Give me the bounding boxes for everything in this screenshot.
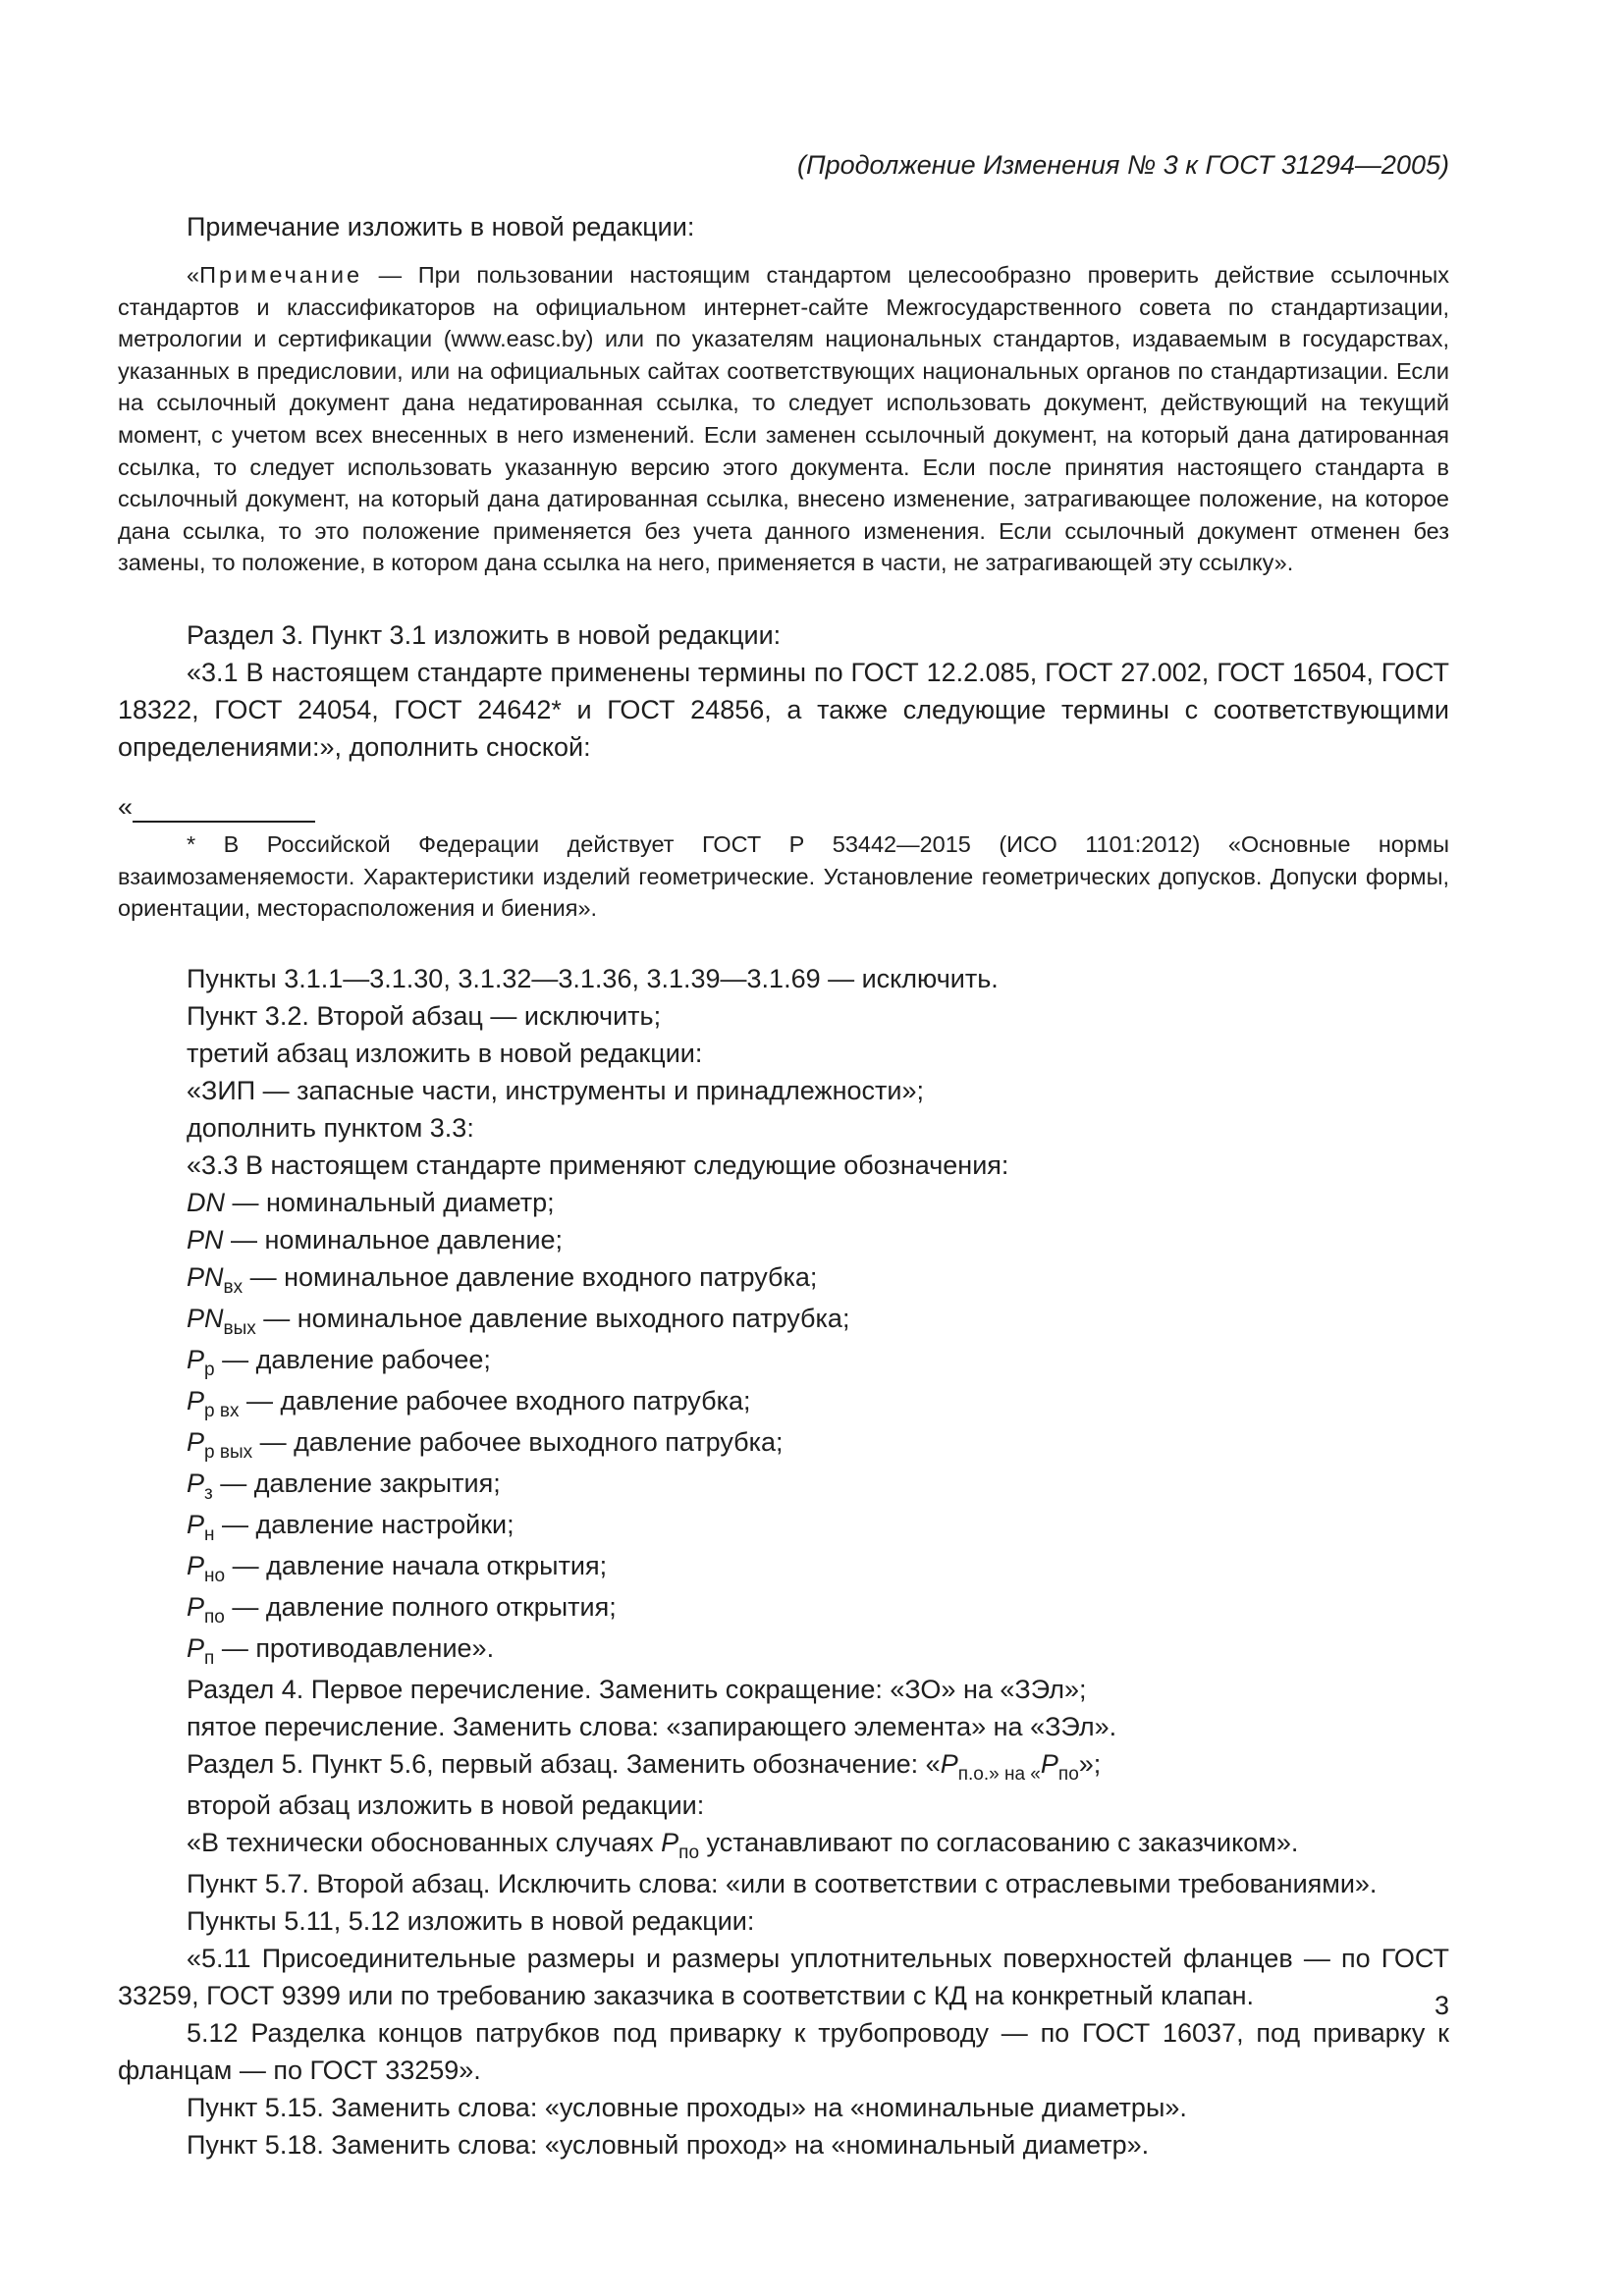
symbol-definition — [118, 1547, 1449, 1588]
symbol: P — [187, 1345, 205, 1374]
section5-second-para: второй абзац изложить в новой редакции: — [187, 1790, 705, 1820]
symbol: P — [187, 1592, 205, 1622]
section5-p56 — [118, 1745, 1449, 1787]
quote-text-a: «В технически обоснованных случаях — [187, 1828, 662, 1857]
symbol-definition — [118, 1258, 1449, 1300]
footnote-rule — [133, 821, 315, 823]
symbol-subscript: но — [204, 1566, 226, 1586]
quote-subscript: по — [678, 1842, 700, 1863]
amendment-line: «ЗИП — запасные части, инструменты и принадлежности»; — [187, 1076, 924, 1105]
amendment-line: Пункт 3.2. Второй абзац — исключить; — [187, 1001, 662, 1031]
symbol-description: — противодавление». — [214, 1633, 495, 1663]
footnote-text: * В Российской Федерации действует ГОСТ Р 53442—2015 (ИСО 1101:2012) «Основные нормы взаимозаменяемости. Характеристики изделий геометрические. Установление геометрических допусков. Допуски формы, ориентации, месторасположения и биения». — [118, 831, 1449, 922]
amendment-line: дополнить пунктом 3.3: — [187, 1113, 474, 1143]
section5-p512: 5.12 Разделка концов патрубков под приварку к трубопроводу — по ГОСТ 16037, под приварку к фланцам — по ГОСТ 33259». — [118, 2018, 1449, 2085]
symbol-definition — [118, 1465, 1449, 1506]
symbol-definition — [118, 1588, 1449, 1629]
symbol-definition — [118, 1629, 1449, 1671]
symbol-description: — давление рабочее выходного патрубка; — [252, 1427, 784, 1457]
p56-text-c: »; — [1078, 1749, 1102, 1779]
symbol-description: — давление рабочее входного патрубка; — [239, 1386, 751, 1415]
note-paragraph — [118, 259, 1449, 579]
section3-intro: Раздел 3. Пункт 3.1 изложить в новой редакции: — [187, 620, 782, 650]
section5-p515: Пункт 5.15. Заменить слова: «условные проходы» на «номинальные диаметры». — [187, 2093, 1187, 2122]
symbol-subscript: з — [204, 1483, 213, 1504]
symbol-description: — номинальное давление; — [223, 1225, 564, 1255]
symbol-definition — [118, 1300, 1449, 1341]
symbol-subscript: по — [204, 1607, 225, 1628]
symbol: P — [187, 1551, 205, 1580]
p56-subscript-1: п.о. — [957, 1764, 990, 1785]
quote-text-b: устанавливают по согласованию с заказчиком». — [699, 1828, 1299, 1857]
symbol-subscript: п — [204, 1648, 215, 1669]
symbol-definition — [118, 1423, 1449, 1465]
symbol-definition — [118, 1382, 1449, 1423]
note-intro-block — [118, 208, 1449, 245]
symbols-list — [118, 1184, 1449, 1671]
note-text: — При пользовании настоящим стандартом целесообразно проверить действие ссылочных стандартов и классификаторов на официальном интернет-сайте Межгосударственного совета по стандартизации, метрологии и сертификации (www.easc.by) или по указателям национальных стандартов, издаваемым в государствах, указанных в предисловии, или на официальных сайтах соответствующих национальных органов по стандартизации. Если на ссылочный документ дана недатированная ссылка, то следует использовать документ, действующий на текущий момент, с учетом всех внесенных в него изменений. Если заменен ссылочный документ, на который дана датированная ссылка, то следует использовать указанную версию этого документа. Если после принятия настоящего стандарта в ссылочный документ, на который дана датированная ссылка, внесено изменение, затрагивающее положение, на которое дана ссылка, то это положение применяется без учета данного изменения. Если ссылочный документ отменен без замены, то положение, в котором дана ссылка на него, применяется в части, не затрагивающей эту ссылку». — [118, 262, 1449, 576]
section4-line-1: Раздел 4. Первое перечисление. Заменить сокращение: «ЗО» на «ЗЭл»; — [187, 1675, 1087, 1704]
symbol-description: — номинальное давление входного патрубка; — [243, 1262, 818, 1292]
symbol-subscript: вых — [223, 1318, 256, 1339]
symbol-subscript: р — [204, 1360, 215, 1380]
section5-p511-intro: Пункты 5.11, 5.12 изложить в новой редакции: — [187, 1906, 755, 1936]
p56-text-a: Раздел 5. Пункт 5.6, первый абзац. Заменить обозначение: « — [187, 1749, 941, 1779]
footnote-block — [118, 828, 1449, 925]
symbol-definition — [118, 1221, 1449, 1258]
symbol: PN — [187, 1304, 224, 1333]
symbol-subscript: н — [204, 1524, 215, 1545]
amendment-lines — [118, 960, 1449, 1184]
continuation-header: (Продолжение Изменения № 3 к ГОСТ 31294—2005) — [797, 150, 1449, 180]
symbol: P — [187, 1386, 205, 1415]
amendment-line: третий абзац изложить в новой редакции: — [187, 1039, 703, 1068]
section5-p57: Пункт 5.7. Второй абзац. Исключить слова: «или в соответствии с отраслевыми требованиями». — [187, 1869, 1378, 1898]
p56-symbol-1: P — [940, 1749, 958, 1779]
p56-subscript-2: по — [1057, 1764, 1079, 1785]
symbol-description: — давление полного открытия; — [224, 1592, 617, 1622]
footnote-mark: « — [118, 792, 134, 822]
amendment-line: «3.3 В настоящем стандарте применяют следующие обозначения: — [187, 1150, 1009, 1180]
symbol-definition — [118, 1506, 1449, 1547]
section5-p518: Пункт 5.18. Заменить слова: «условный проход» на «номинальный диаметр». — [187, 2130, 1150, 2160]
symbol-subscript: вх — [223, 1277, 244, 1298]
symbol-subscript: р вых — [204, 1442, 253, 1463]
section5-p511: «5.11 Присоединительные размеры и размеры уплотнительных поверхностей фланцев — по ГОСТ 33259, ГОСТ 9399 или по требованию заказчика в соответствии с КД на конкретный клапан. — [118, 1944, 1449, 2010]
section4-line-2: пятое перечисление. Заменить слова: «запирающего элемента» на «ЗЭл». — [187, 1712, 1117, 1741]
section3-block — [118, 616, 1449, 766]
symbol: PN — [187, 1225, 224, 1255]
symbol: P — [187, 1468, 205, 1498]
p56-text-b: » на « — [989, 1764, 1041, 1785]
section5-quote — [118, 1824, 1449, 1865]
symbol: P — [187, 1510, 205, 1539]
symbol-description: — номинальный диаметр; — [225, 1188, 555, 1217]
symbol-description: — давление закрытия; — [212, 1468, 501, 1498]
quote-symbol: P — [661, 1828, 679, 1857]
symbol: P — [187, 1633, 205, 1663]
note-block — [118, 259, 1449, 579]
symbol: DN — [187, 1188, 225, 1217]
note-word: Примечание — [199, 262, 363, 288]
symbol: PN — [187, 1262, 224, 1292]
amendment-line: Пункты 3.1.1—3.1.30, 3.1.32—3.1.36, 3.1.39—3.1.69 — исключить. — [187, 964, 999, 993]
symbol: P — [187, 1427, 205, 1457]
symbol-description: — давление начала открытия; — [225, 1551, 608, 1580]
amendments-block — [118, 960, 1449, 2163]
section3-text: «3.1 В настоящем стандарте применены термины по ГОСТ 12.2.085, ГОСТ 27.002, ГОСТ 16504, ГОСТ 18322, ГОСТ 24054, ГОСТ 24642* и ГОСТ 24856, а также следующие термины с соответствующими определениями:», дополнить сноской: — [118, 658, 1449, 762]
symbol-subscript: р вх — [204, 1401, 240, 1421]
note-intro: Примечание изложить в новой редакции: — [187, 212, 695, 241]
symbol-definition — [118, 1341, 1449, 1382]
symbol-description: — номинальное давление выходного патрубка; — [255, 1304, 850, 1333]
p56-symbol-2: P — [1040, 1749, 1058, 1779]
symbol-description: — давление настройки; — [214, 1510, 514, 1539]
page-number: 3 — [1434, 1991, 1449, 2020]
symbol-definition — [118, 1184, 1449, 1221]
symbol-description: — давление рабочее; — [214, 1345, 491, 1374]
note-open-quote: « — [187, 262, 200, 288]
